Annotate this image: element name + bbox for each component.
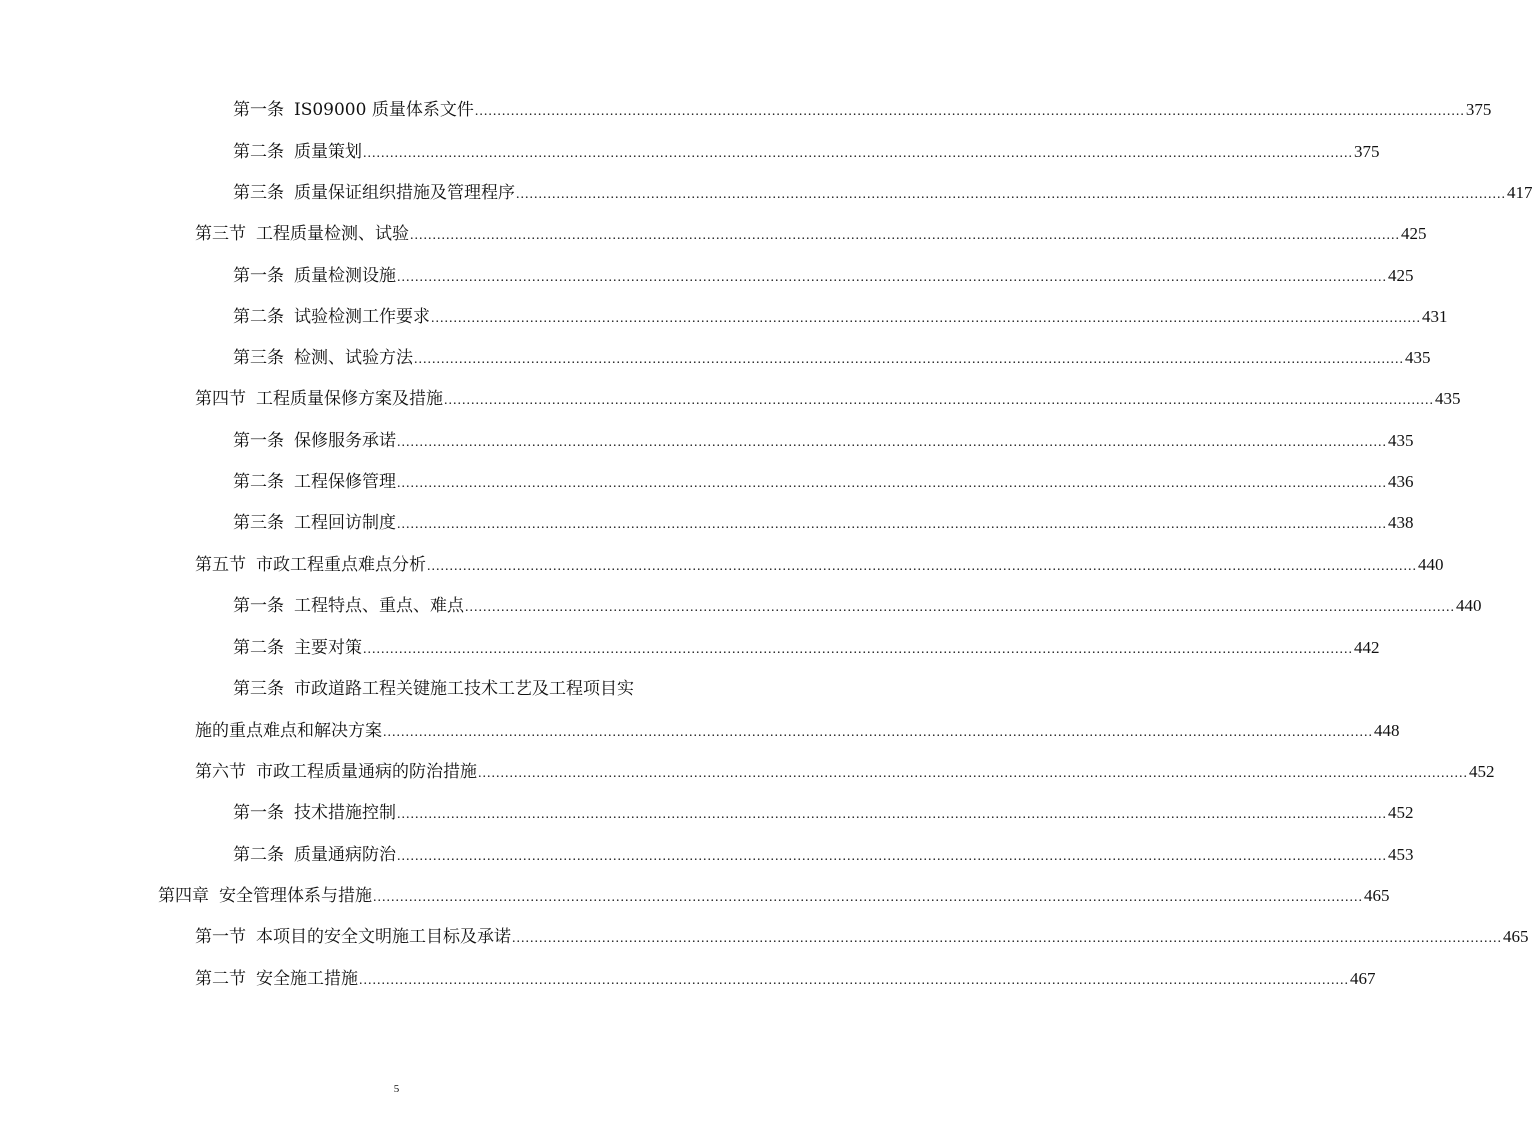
toc-entry-number: 第二条 (233, 307, 284, 327)
toc-entry-number: 第四章 (158, 886, 209, 906)
dot-leader: ............................................................................................................................................................................................................................ (478, 766, 1468, 781)
dot-leader: ............................................................................................................................................................................................................................ (512, 931, 1502, 946)
toc-entry-page: 375 (1465, 100, 1492, 119)
toc-entry[interactable] (233, 264, 1414, 288)
toc-entry[interactable] (233, 843, 1414, 867)
dot-leader: ............................................................................................................................................................................................................................ (397, 807, 1387, 822)
toc-entry-title: 工程回访制度 (294, 513, 396, 533)
toc-entry-number: 第二节 (195, 969, 246, 989)
dot-leader: ............................................................................................................................................................................................................................ (444, 393, 1434, 408)
toc-entry[interactable] (195, 760, 1495, 784)
dot-leader: ............................................................................................................................................................................................................................ (465, 600, 1455, 615)
toc-entry-page: 465 (1503, 927, 1529, 946)
toc-entry-number: 第三条 (233, 183, 284, 203)
toc-entry-number: 第五节 (195, 555, 246, 575)
toc-entry-number: 第三条 (233, 513, 284, 533)
toc-entry[interactable] (233, 140, 1380, 164)
dot-leader: ............................................................................................................................................................................................................................ (373, 890, 1363, 905)
toc-entry[interactable] (233, 429, 1414, 453)
toc-entry-title: 技术措施控制 (294, 803, 396, 823)
dot-leader: ............................................................................................................................................................................................................................ (397, 517, 1387, 532)
toc-entry[interactable] (233, 470, 1414, 494)
dot-leader: ............................................................................................................................................................................................................................ (359, 973, 1349, 988)
toc-entry[interactable] (195, 719, 1400, 743)
toc-entry-page: 435 (1405, 348, 1431, 367)
toc-entry-number: 第三条 (233, 348, 284, 368)
toc-entry-title: 本项目的安全文明施工目标及承诺 (256, 927, 511, 947)
toc-entry-page: 417 (1507, 183, 1533, 202)
toc-entry-page: 435 (1435, 389, 1461, 408)
toc-entry[interactable] (195, 222, 1427, 246)
toc-entry-number: 第一节 (195, 927, 246, 947)
dot-leader: ............................................................................................................................................................................................................................ (397, 849, 1387, 864)
toc-entry-number: 第二条 (233, 638, 284, 658)
toc-entry-page: 436 (1388, 472, 1414, 491)
toc-entry-number: 第四节 (195, 389, 246, 409)
toc-entry-page: 425 (1388, 266, 1414, 285)
toc-entry-number: 第二条 (233, 472, 284, 492)
toc-entry-page: 467 (1350, 969, 1376, 988)
toc-entry-title: 工程质量保修方案及措施 (256, 389, 443, 409)
toc-entry-title: 市政道路工程关键施工技术工艺及工程项目实 (294, 679, 634, 699)
toc-entry-title: 安全管理体系与措施 (219, 886, 372, 906)
toc-entry[interactable] (233, 98, 1492, 122)
toc-entry-page: 435 (1388, 431, 1414, 450)
toc-entry[interactable] (233, 181, 1533, 205)
toc-entry-title: 检测、试验方法 (294, 348, 413, 368)
toc-entry-title: 质量检测设施 (294, 266, 396, 286)
dot-leader: ............................................................................................................................................................................................................................ (397, 270, 1387, 285)
toc-entry[interactable] (233, 636, 1380, 660)
dot-leader: ............................................................................................................................................................................................................................ (427, 559, 1417, 574)
toc-entry[interactable] (195, 967, 1376, 991)
toc-entry-title: 工程特点、重点、难点 (294, 596, 464, 616)
page-number: 5 (393, 1083, 400, 1095)
toc-entry-page: 438 (1388, 513, 1414, 532)
toc-entry-page: 453 (1388, 845, 1414, 864)
toc-entry-page: 440 (1456, 596, 1482, 615)
toc-entry-title: 工程质量检测、试验 (256, 224, 409, 244)
toc-entry-title: 试验检测工作要求 (294, 307, 430, 327)
dot-leader: ............................................................................................................................................................................................................................ (414, 352, 1404, 367)
toc-entry-title: 质量策划 (294, 142, 362, 162)
toc-entry-title-continuation: 施的重点难点和解决方案 (195, 721, 382, 741)
dot-leader: ............................................................................................................................................................................................................................ (397, 435, 1387, 450)
dot-leader: ............................................................................................................................................................................................................................ (397, 476, 1387, 491)
toc-entry-number: 第一条 (233, 431, 284, 451)
toc-entry[interactable] (233, 511, 1414, 535)
toc-entry-page: 452 (1469, 762, 1495, 781)
dot-leader: ............................................................................................................................................................................................................................ (363, 146, 1353, 161)
toc-entry[interactable] (233, 305, 1448, 329)
toc-entry[interactable] (195, 387, 1461, 411)
toc-entry[interactable] (195, 925, 1529, 949)
toc-entry-title: 主要对策 (294, 638, 362, 658)
dot-leader: ............................................................................................................................................................................................................................ (431, 311, 1421, 326)
toc-entry-title: 工程保修管理 (294, 472, 396, 492)
toc-entry-page: 440 (1418, 555, 1444, 574)
toc-entry-title: 质量保证组织措施及管理程序 (294, 183, 515, 203)
toc-entry-number: 第三条 (233, 679, 284, 699)
toc-entry-wrapped-line (233, 677, 634, 701)
toc-entry-page: 425 (1401, 224, 1427, 243)
toc-entry-title: 质量通病防治 (294, 845, 396, 865)
toc-entry-number: 第二条 (233, 845, 284, 865)
toc-entry-title: 市政工程质量通病的防治措施 (256, 762, 477, 782)
dot-leader: ............................................................................................................................................................................................................................ (383, 725, 1373, 740)
dot-leader: ............................................................................................................................................................................................................................ (410, 228, 1400, 243)
toc-entry-title: 安全施工措施 (256, 969, 358, 989)
toc-entry[interactable] (233, 346, 1431, 370)
toc-entry-page: 431 (1422, 307, 1448, 326)
toc-entry-page: 448 (1374, 721, 1400, 740)
dot-leader: ............................................................................................................................................................................................................................ (474, 104, 1465, 119)
toc-entry-number: 第六节 (195, 762, 246, 782)
toc-entry[interactable] (195, 553, 1444, 577)
dot-leader: ............................................................................................................................................................................................................................ (516, 187, 1506, 202)
dot-leader: ............................................................................................................................................................................................................................ (363, 642, 1353, 657)
toc-entry-title: 市政工程重点难点分析 (256, 555, 426, 575)
toc-entry-page: 465 (1364, 886, 1390, 905)
toc-entry-title: 保修服务承诺 (294, 431, 396, 451)
toc-entry-number: 第一条 (233, 803, 284, 823)
toc-entry[interactable] (233, 801, 1414, 825)
toc-entry-title: IS09000 质量体系文件 (294, 100, 474, 120)
toc-entry-number: 第三节 (195, 224, 246, 244)
toc-entry-number: 第一条 (233, 100, 284, 120)
toc-entry-page: 442 (1354, 638, 1380, 657)
toc-entry[interactable] (233, 594, 1482, 618)
toc-entry-number: 第一条 (233, 266, 284, 286)
toc-entry-page: 452 (1388, 803, 1414, 822)
toc-entry-number: 第二条 (233, 142, 284, 162)
toc-entry-number: 第一条 (233, 596, 284, 616)
toc-entry-page: 375 (1354, 142, 1380, 161)
toc-entry[interactable] (158, 884, 1390, 908)
